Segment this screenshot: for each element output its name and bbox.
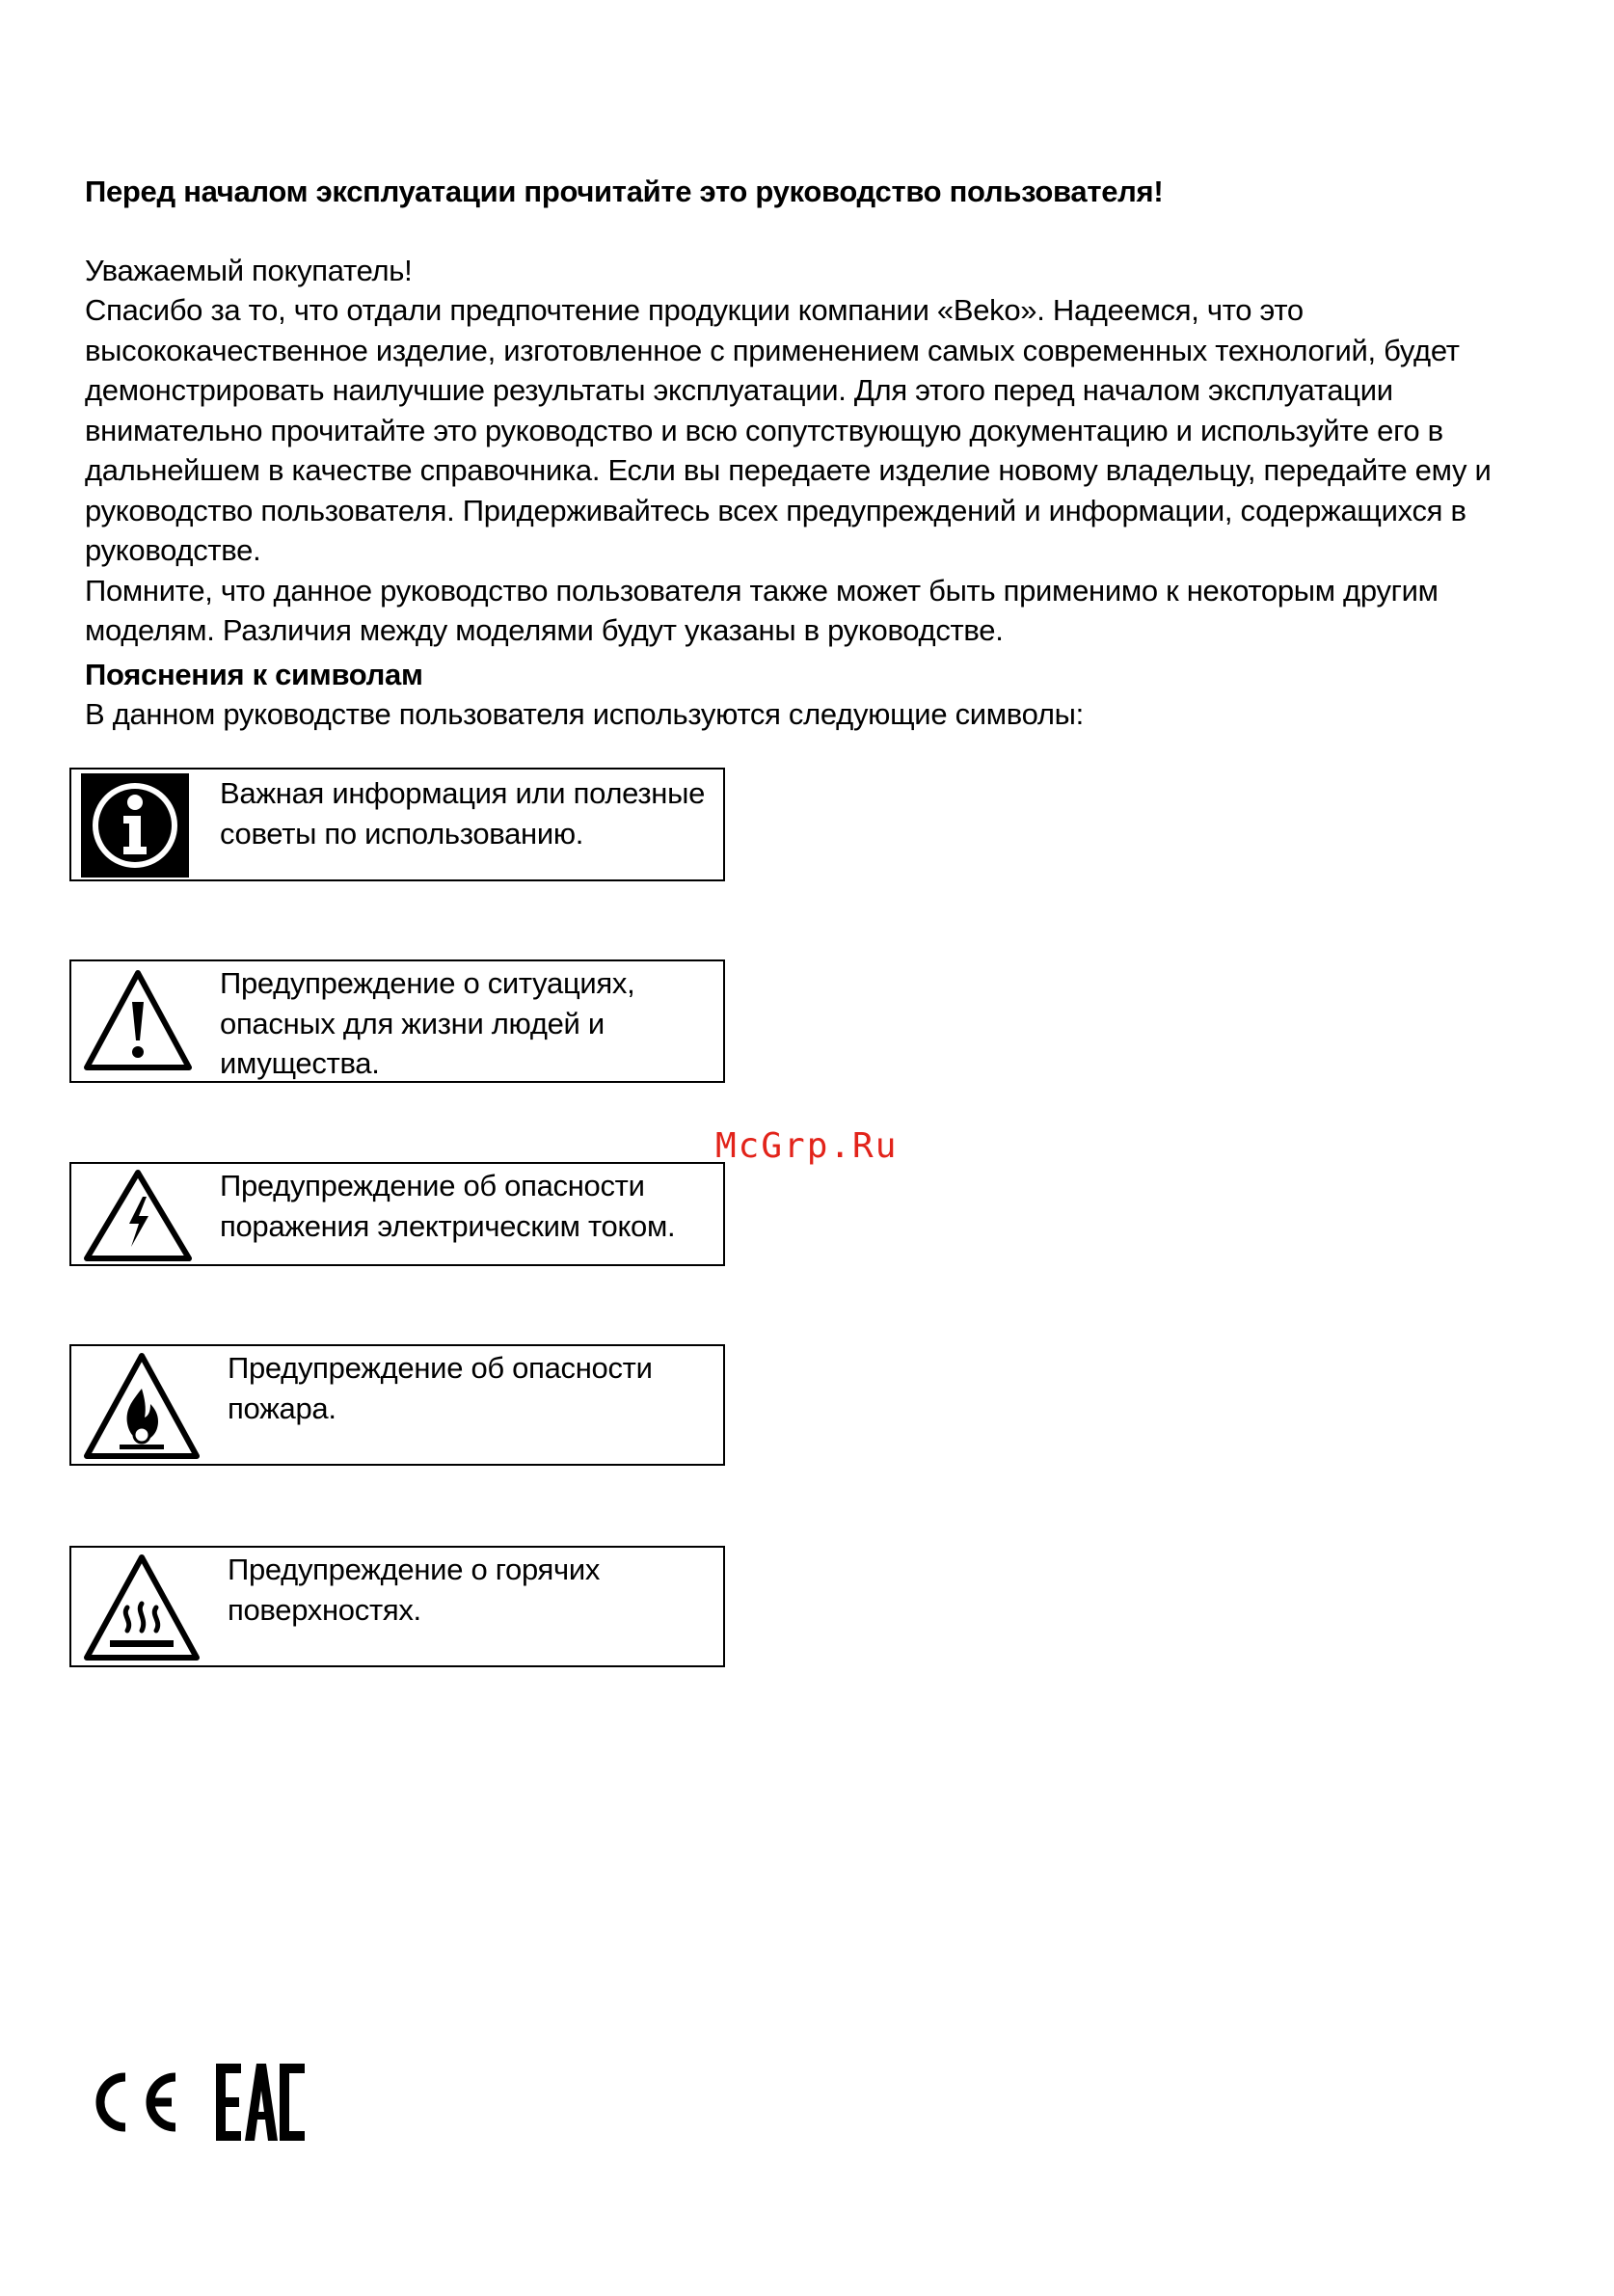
symbol-hot-surface: [69, 1546, 725, 1667]
symbol-info: [69, 768, 725, 881]
info-icon: [81, 773, 189, 878]
electric-shock-icon: [81, 1168, 195, 1264]
ce-mark-icon: [100, 2077, 175, 2127]
symbol-info-text: Важная информация или полезные советы по использованию.: [220, 776, 706, 851]
hot-surface-icon: [81, 1552, 202, 1665]
page-title: Перед началом эксплуатации прочитайте это руководство пользователя!: [85, 175, 1164, 208]
document-body: [85, 172, 1493, 735]
symbols-heading: Пояснения к символам: [85, 657, 423, 691]
certification-marks: [83, 2056, 314, 2153]
symbol-warning-text: Предупреждение о ситуациях, опасных для жизни людей и имущества.: [220, 966, 635, 1080]
symbol-fire-text: Предупреждение об опасности пожара.: [228, 1351, 653, 1425]
symbol-electric-shock: [69, 1162, 725, 1266]
models-paragraph: Помните, что данное руководство пользователя также может быть применимо к некоторым другим моделям. Различия между моделями будут указаны в руководстве.: [85, 573, 1439, 647]
fire-icon: [81, 1350, 202, 1464]
symbols-intro: В данном руководстве пользователя используются следующие символы:: [85, 697, 1084, 731]
symbol-hot-surface-text: Предупреждение о горячих поверхностях.: [228, 1553, 601, 1627]
symbol-fire: [69, 1344, 725, 1466]
watermark: McGrp.Ru: [715, 1126, 899, 1166]
symbol-warning: [69, 959, 725, 1083]
eac-mark-icon: [216, 2064, 305, 2141]
greeting: Уважаемый покупатель!: [85, 253, 413, 287]
symbol-electric-shock-text: Предупреждение об опасности поражения электрическим током.: [220, 1169, 676, 1243]
warning-icon: [81, 967, 195, 1075]
intro-paragraph: Спасибо за то, что отдали предпочтение продукции компании «Beko». Надеемся, что это высококачественное изделие, изготовленное с применением самых современных технологий, будет демонстрировать наилучшие результаты эксплуатации. Для этого перед началом эксплуатации внимательно прочитайте это руководство и всю сопутствующую документацию и используйте его в дальнейшем в качестве справочника. Если вы передаете изделие новому владельцу, передайте ему и руководство пользователя. Придерживайтесь всех предупреждений и информации, содержащихся в руководстве.: [85, 293, 1492, 567]
